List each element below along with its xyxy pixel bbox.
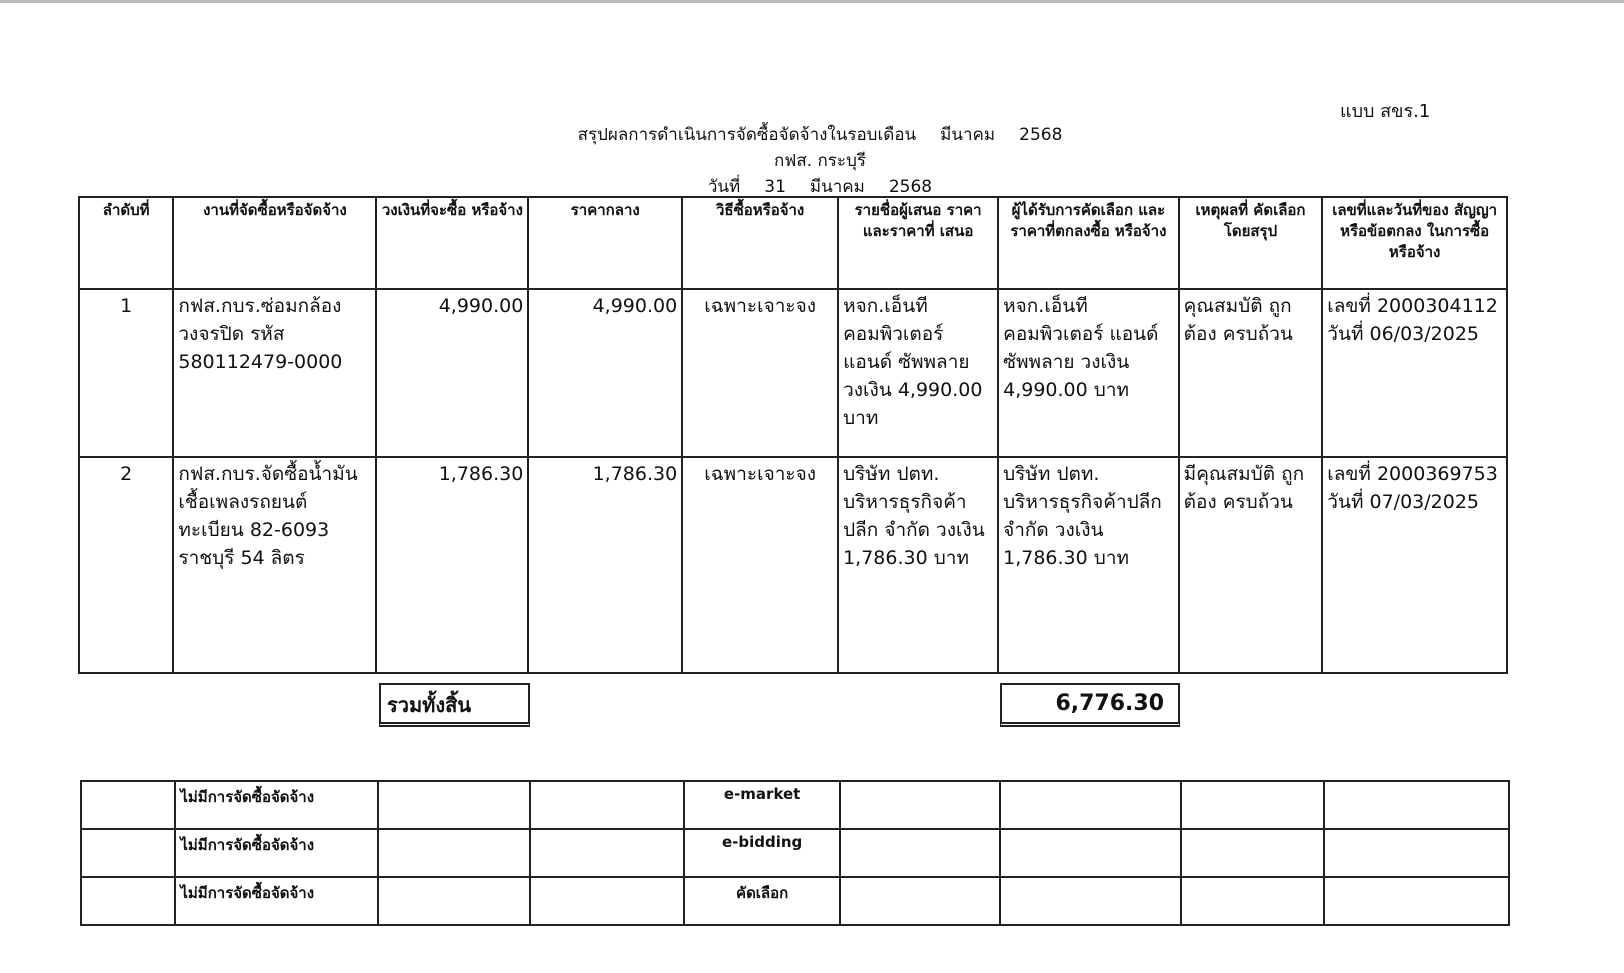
empty-cell xyxy=(530,781,684,829)
empty-cell xyxy=(530,877,684,925)
procurement-method: e-bidding xyxy=(684,829,840,877)
empty-cell xyxy=(1000,781,1181,829)
table-row xyxy=(81,829,1509,877)
org-name: กฟส. กระบุรี xyxy=(774,151,866,171)
empty-cell xyxy=(1324,781,1509,829)
cell-median-price: 1,786.30 xyxy=(528,457,682,673)
col-header-bidders: รายชื่อผู้เสนอ ราคาและราคาที่ เสนอ xyxy=(838,197,998,289)
cell-bidders: บริษัท ปตท. บริหารธุรกิจค้าปลีก จำกัด วงเงิน 1,786.30 บาท xyxy=(838,457,998,673)
table-header xyxy=(79,197,1507,289)
col-header-work: งานที่จัดซื้อหรือจัดจ้าง xyxy=(173,197,376,289)
date-month: มีนาคม xyxy=(809,177,865,197)
no-procurement-label: ไม่มีการจัดซื้อจัดจ้าง xyxy=(175,829,378,877)
title-line-1 xyxy=(420,122,1220,148)
cell-median-price: 4,990.00 xyxy=(528,289,682,457)
empty-cell xyxy=(840,781,1000,829)
cell-work: กฟส.กบร.จัดซื้อน้ำมันเชื้อเพลงรถยนต์ ทะเบียน 82-6093 ราชบุรี 54 ลิตร xyxy=(173,457,376,673)
date-label: วันที่ xyxy=(707,177,741,197)
empty-cell xyxy=(1181,877,1325,925)
date-day: 31 xyxy=(764,177,786,197)
cell-contract: เลขที่ 2000369753 วันที่ 07/03/2025 xyxy=(1322,457,1507,673)
cell-contract: เลขที่ 2000304112 วันที่ 06/03/2025 xyxy=(1322,289,1507,457)
col-header-budget: วงเงินที่จะซื้อ หรือจ้าง xyxy=(376,197,528,289)
col-header-selected: ผู้ได้รับการคัดเลือก และราคาที่ตกลงซื้อ หรือจ้าง xyxy=(998,197,1179,289)
document-title xyxy=(420,122,1220,200)
top-border-line xyxy=(0,0,1624,3)
title-month: มีนาคม xyxy=(940,125,996,145)
empty-cell xyxy=(1324,829,1509,877)
empty-cell xyxy=(378,877,530,925)
col-header-contract: เลขที่และวันที่ของ สัญญาหรือข้อตกลง ในการซื้อหรือจ้าง xyxy=(1322,197,1507,289)
cell-method: เฉพาะเจาะจง xyxy=(682,289,838,457)
empty-cell xyxy=(1181,781,1325,829)
cell-bidders: หจก.เอ็นที คอมพิวเตอร์ แอนด์ ซัพพลาย วงเงิน 4,990.00 บาท xyxy=(838,289,998,457)
procurement-table xyxy=(78,196,1508,674)
empty-cell xyxy=(530,829,684,877)
no-procurement-table xyxy=(80,780,1510,926)
date-year: 2568 xyxy=(888,177,933,197)
table-row xyxy=(79,457,1507,673)
cell-work: กฟส.กบร.ซ่อมกล้องวงจรปิด รหัส 580112479-0000 xyxy=(173,289,376,457)
title-year: 2568 xyxy=(1019,125,1063,145)
cell-budget: 1,786.30 xyxy=(376,457,528,673)
cell-selected: บริษัท ปตท. บริหารธุรกิจค้าปลีก จำกัด วงเงิน 1,786.30 บาท xyxy=(998,457,1179,673)
empty-cell xyxy=(1000,877,1181,925)
col-header-median-price: ราคากลาง xyxy=(528,197,682,289)
title-label: สรุปผลการดำเนินการจัดซื้อจัดจ้างในรอบเดือน xyxy=(577,125,917,145)
empty-cell xyxy=(81,781,175,829)
col-header-reason: เหตุผลที่ คัดเลือกโดยสรุป xyxy=(1179,197,1323,289)
col-header-no: ลำดับที่ xyxy=(79,197,173,289)
empty-cell xyxy=(1000,829,1181,877)
empty-cell xyxy=(1324,877,1509,925)
col-header-method: วิธีซื้อหรือจ้าง xyxy=(682,197,838,289)
total-value: 6,776.30 xyxy=(1000,683,1180,727)
cell-budget: 4,990.00 xyxy=(376,289,528,457)
empty-cell xyxy=(840,877,1000,925)
cell-selected: หจก.เอ็นที คอมพิวเตอร์ แอนด์ ซัพพลาย วงเงิน 4,990.00 บาท xyxy=(998,289,1179,457)
empty-cell xyxy=(378,781,530,829)
empty-cell xyxy=(378,829,530,877)
table-row xyxy=(81,781,1509,829)
cell-no: 2 xyxy=(79,457,173,673)
procurement-method: e-market xyxy=(684,781,840,829)
total-label: รวมทั้งสิ้น xyxy=(379,683,530,727)
empty-cell xyxy=(81,829,175,877)
cell-no: 1 xyxy=(79,289,173,457)
table-row xyxy=(79,289,1507,457)
cell-reason: คุณสมบัติ ถูกต้อง ครบถ้วน xyxy=(1179,289,1323,457)
empty-cell xyxy=(840,829,1000,877)
no-procurement-label: ไม่มีการจัดซื้อจัดจ้าง xyxy=(175,781,378,829)
procurement-method: คัดเลือก xyxy=(684,877,840,925)
cell-method: เฉพาะเจาะจง xyxy=(682,457,838,673)
cell-reason: มีคุณสมบัติ ถูกต้อง ครบถ้วน xyxy=(1179,457,1323,673)
no-procurement-label: ไม่มีการจัดซื้อจัดจ้าง xyxy=(175,877,378,925)
empty-cell xyxy=(81,877,175,925)
form-code: แบบ สขร.1 xyxy=(1340,101,1431,122)
empty-cell xyxy=(1181,829,1325,877)
table-row xyxy=(81,877,1509,925)
